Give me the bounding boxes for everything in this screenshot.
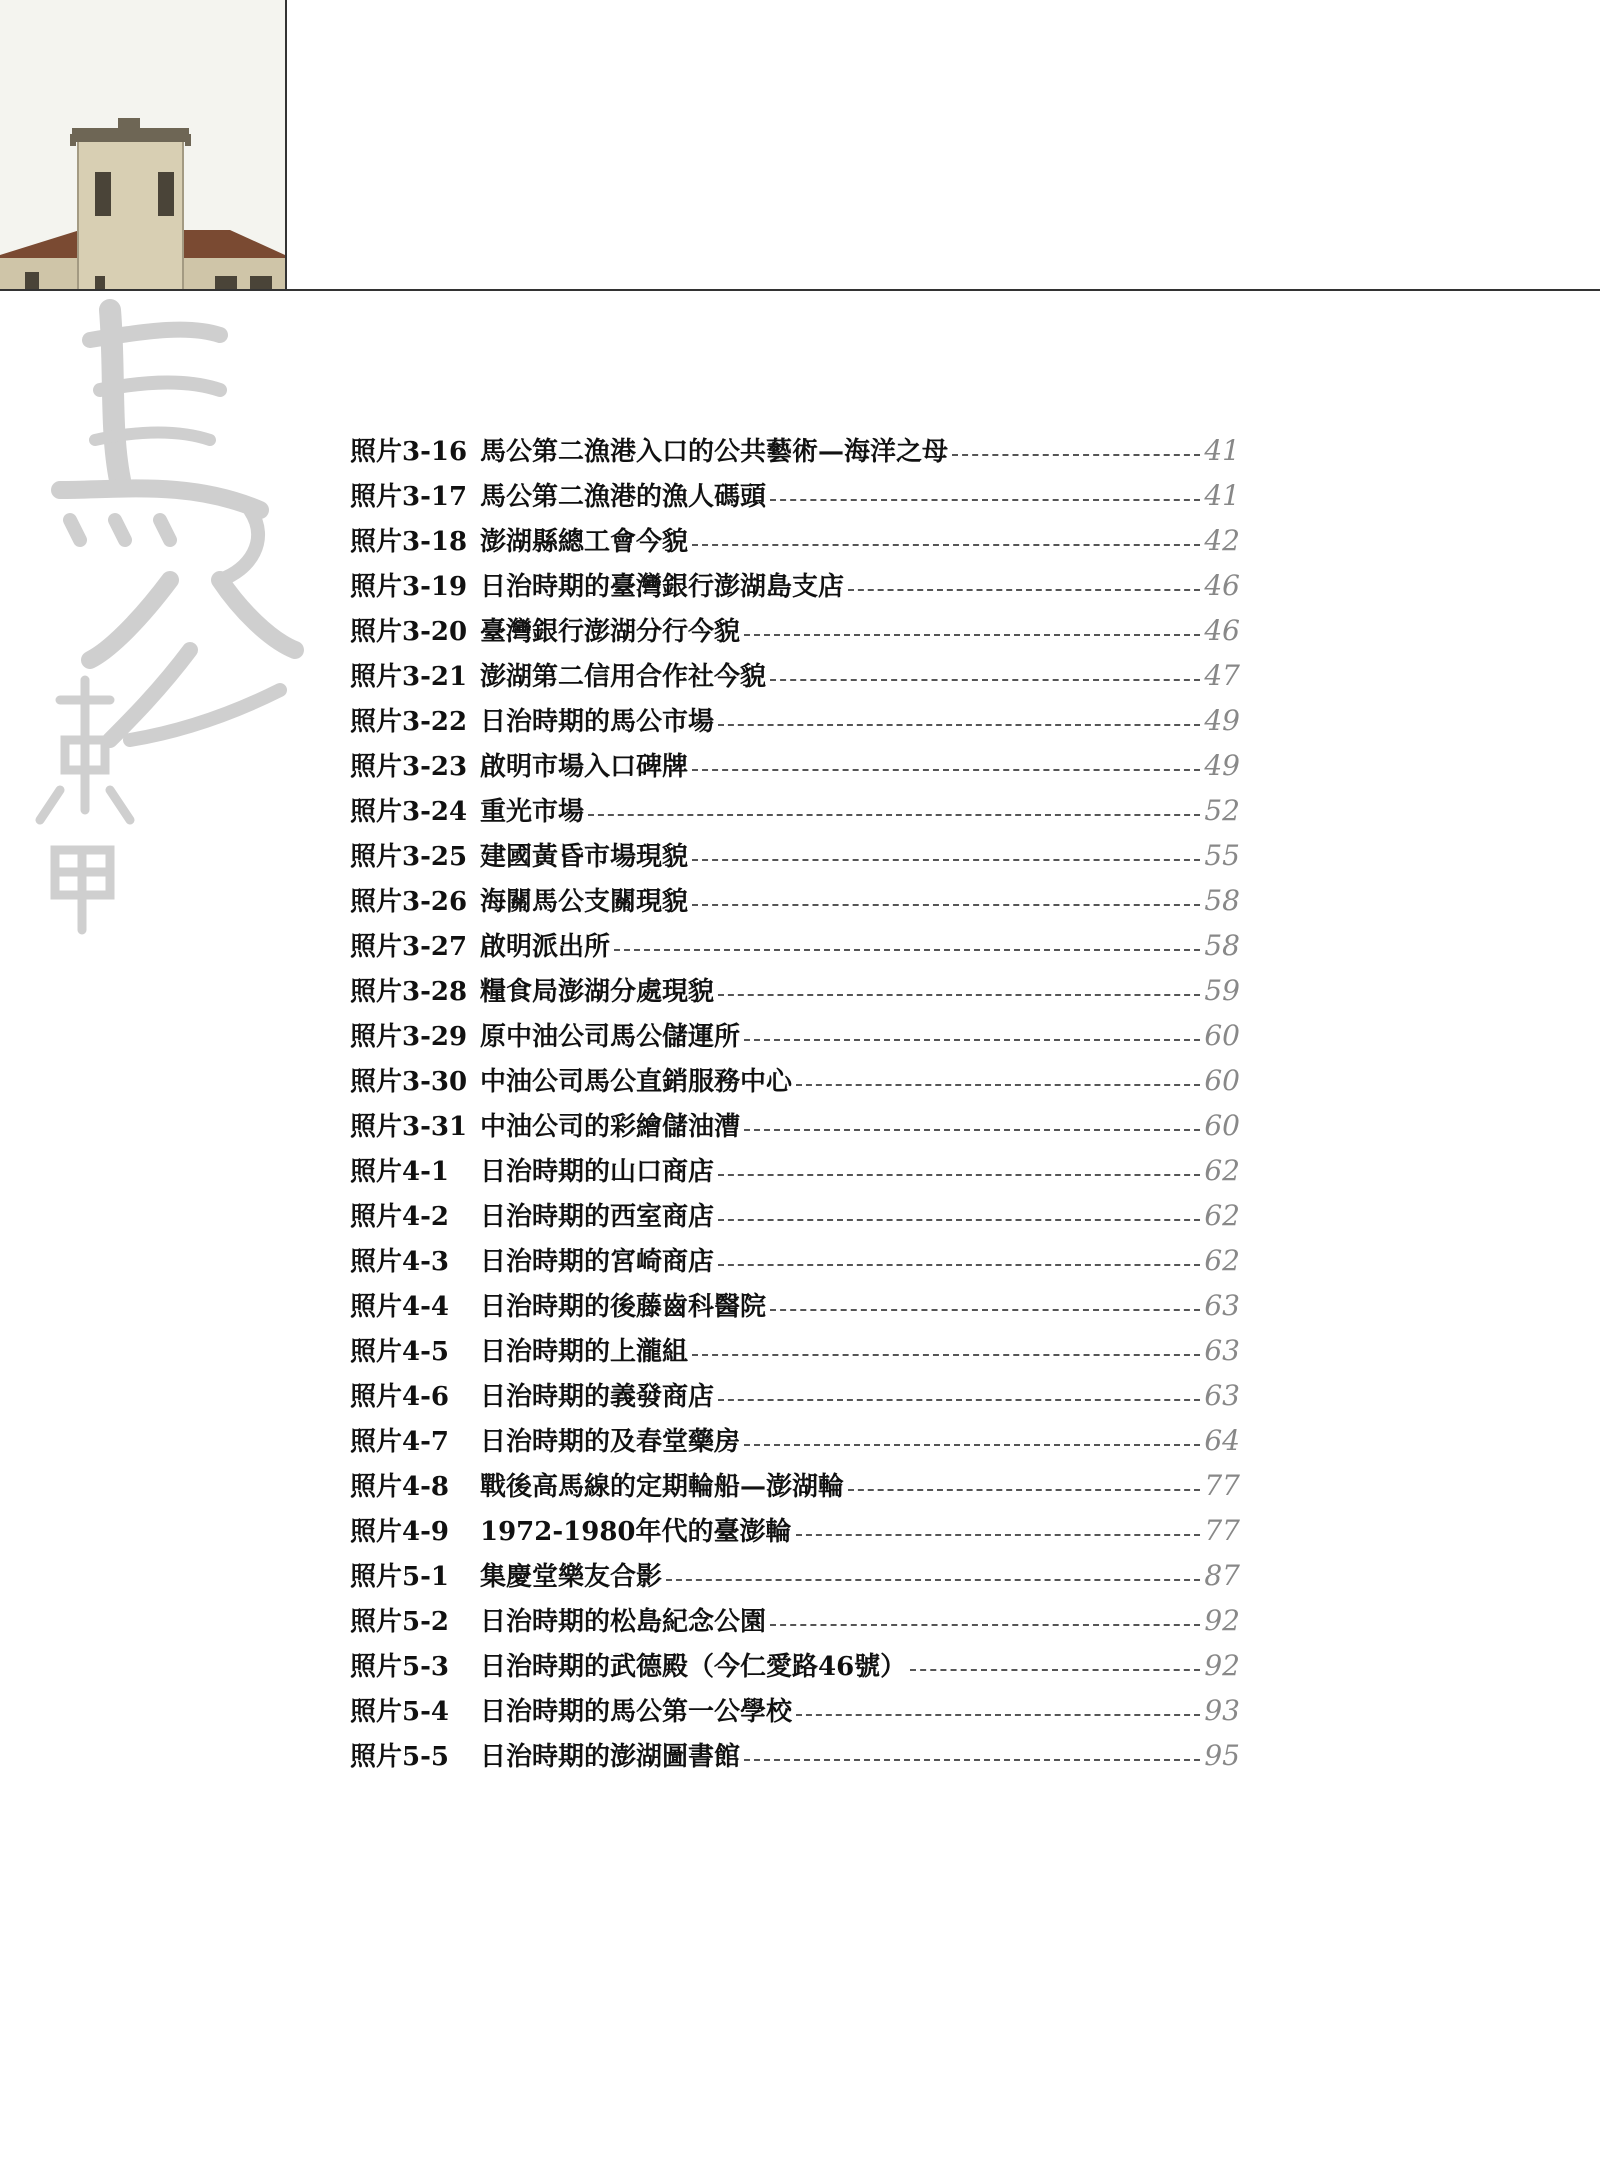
toc-entry[interactable]	[350, 1148, 1240, 1193]
toc-entry-page: 93	[1204, 1694, 1240, 1727]
toc-entry-number: 照片3-17	[350, 482, 468, 512]
toc-entry-page: 92	[1204, 1604, 1240, 1637]
toc-entry-page: 49	[1204, 749, 1240, 782]
toc-entry[interactable]	[350, 1688, 1240, 1733]
toc-dot-leader	[744, 1444, 1200, 1446]
toc-entry-title: 日治時期的山口商店	[480, 1157, 715, 1187]
toc-entry[interactable]	[350, 1238, 1240, 1283]
toc-entry-number: 照片3-29	[350, 1022, 468, 1052]
toc-entry-number: 照片3-27	[350, 932, 468, 962]
toc-entry-number: 照片5-5	[350, 1742, 449, 1772]
toc-dot-leader	[848, 1489, 1200, 1491]
toc-dot-leader	[770, 499, 1200, 501]
toc-dot-leader	[796, 1084, 1200, 1086]
toc-entry-title: 日治時期的臺灣銀行澎湖島支店	[480, 572, 845, 602]
toc-entry[interactable]	[350, 563, 1240, 608]
toc-entry-number: 照片3-26	[350, 887, 468, 917]
toc-entry-title: 日治時期的宮崎商店	[480, 1247, 715, 1277]
toc-entry[interactable]	[350, 1013, 1240, 1058]
photo-index-list	[350, 428, 1240, 1778]
toc-entry[interactable]	[350, 518, 1240, 563]
toc-entry[interactable]	[350, 833, 1240, 878]
toc-entry-number: 照片5-4	[350, 1697, 449, 1727]
toc-entry-title: 澎湖縣總工會今貌	[480, 527, 689, 557]
toc-dot-leader	[744, 1039, 1200, 1041]
toc-entry-page: 92	[1204, 1649, 1240, 1682]
toc-entry[interactable]	[350, 608, 1240, 653]
toc-entry-title: 日治時期的義發商店	[480, 1382, 715, 1412]
toc-entry[interactable]	[350, 878, 1240, 923]
toc-entry-number: 照片4-7	[350, 1427, 449, 1457]
toc-entry[interactable]	[350, 968, 1240, 1013]
toc-entry-page: 95	[1204, 1739, 1240, 1772]
toc-entry-page: 60	[1204, 1019, 1240, 1052]
toc-entry-number: 照片4-2	[350, 1202, 449, 1232]
toc-entry-title: 啟明派出所	[480, 932, 611, 962]
toc-entry[interactable]	[350, 653, 1240, 698]
toc-entry-number: 照片3-22	[350, 707, 468, 737]
toc-entry-page: 42	[1204, 524, 1240, 557]
toc-entry-number: 照片4-9	[350, 1517, 449, 1547]
toc-entry-number: 照片4-5	[350, 1337, 449, 1367]
toc-entry-title: 糧食局澎湖分處現貌	[480, 977, 715, 1007]
toc-entry-title: 原中油公司馬公儲運所	[480, 1022, 741, 1052]
toc-entry-title: 海關馬公支關現貌	[480, 887, 689, 917]
toc-entry-page: 63	[1204, 1289, 1240, 1322]
toc-entry-title: 日治時期的上瀧組	[480, 1337, 689, 1367]
toc-dot-leader	[770, 1624, 1200, 1626]
toc-dot-leader	[692, 544, 1200, 546]
toc-entry-title: 日治時期的後藤齒科醫院	[480, 1292, 767, 1322]
toc-entry-page: 41	[1204, 434, 1240, 467]
toc-dot-leader	[588, 814, 1200, 816]
toc-entry-title: 戰後高馬線的定期輪船—澎湖輪	[480, 1472, 845, 1502]
toc-entry-number: 照片3-21	[350, 662, 468, 692]
building-illustration	[0, 0, 285, 290]
toc-entry[interactable]	[350, 473, 1240, 518]
toc-entry[interactable]	[350, 1373, 1240, 1418]
toc-entry-number: 照片5-3	[350, 1652, 449, 1682]
toc-entry-page: 77	[1204, 1469, 1240, 1502]
toc-entry[interactable]	[350, 788, 1240, 833]
toc-entry-page: 62	[1204, 1154, 1240, 1187]
toc-entry-number: 照片3-18	[350, 527, 468, 557]
toc-entry-title: 日治時期的馬公市場	[480, 707, 715, 737]
toc-entry-title: 啟明市場入口碑牌	[480, 752, 689, 782]
toc-dot-leader	[692, 904, 1200, 906]
toc-entry-page: 60	[1204, 1109, 1240, 1142]
toc-entry-page: 46	[1204, 614, 1240, 647]
toc-dot-leader	[770, 679, 1200, 681]
toc-entry[interactable]	[350, 1643, 1240, 1688]
toc-entry-number: 照片3-31	[350, 1112, 468, 1142]
toc-entry-title: 日治時期的馬公第一公學校	[480, 1697, 793, 1727]
toc-entry-title: 中油公司馬公直銷服務中心	[480, 1067, 793, 1097]
toc-entry-number: 照片3-19	[350, 572, 468, 602]
toc-entry-title: 集慶堂樂友合影	[480, 1562, 663, 1592]
toc-entry-number: 照片4-4	[350, 1292, 449, 1322]
toc-entry-title: 日治時期的及春堂藥房	[480, 1427, 741, 1457]
toc-entry-page: 63	[1204, 1334, 1240, 1367]
toc-entry[interactable]	[350, 1418, 1240, 1463]
toc-entry-page: 87	[1204, 1559, 1240, 1592]
toc-dot-leader	[718, 1174, 1200, 1176]
toc-dot-leader	[614, 949, 1200, 951]
toc-entry-page: 49	[1204, 704, 1240, 737]
toc-entry-page: 47	[1204, 659, 1240, 692]
toc-entry-page: 55	[1204, 839, 1240, 872]
toc-dot-leader	[718, 1264, 1200, 1266]
toc-entry-title: 日治時期的松島紀念公園	[480, 1607, 767, 1637]
header-building-photo	[0, 0, 285, 290]
toc-entry-number: 照片4-6	[350, 1382, 449, 1412]
toc-entry[interactable]	[350, 1058, 1240, 1103]
toc-entry-number: 照片4-8	[350, 1472, 449, 1502]
toc-entry-number: 照片3-23	[350, 752, 468, 782]
toc-dot-leader	[848, 589, 1200, 591]
toc-dot-leader	[718, 994, 1200, 996]
toc-entry-page: 77	[1204, 1514, 1240, 1547]
toc-entry-title: 建國黃昏市場現貌	[480, 842, 689, 872]
toc-dot-leader	[952, 454, 1200, 456]
toc-entry-number: 照片3-28	[350, 977, 468, 1007]
toc-entry-number: 照片3-20	[350, 617, 468, 647]
toc-entry-page: 41	[1204, 479, 1240, 512]
toc-entry-page: 64	[1204, 1424, 1240, 1457]
toc-entry[interactable]	[350, 1553, 1240, 1598]
toc-dot-leader	[744, 634, 1200, 636]
toc-entry-title: 重光市場	[480, 797, 585, 827]
toc-entry[interactable]	[350, 698, 1240, 743]
toc-entry-page: 63	[1204, 1379, 1240, 1412]
toc-dot-leader	[910, 1669, 1200, 1671]
toc-entry-page: 62	[1204, 1244, 1240, 1277]
toc-entry-number: 照片4-3	[350, 1247, 449, 1277]
toc-entry-title: 馬公第二漁港的漁人碼頭	[480, 482, 767, 512]
toc-entry-page: 52	[1204, 794, 1240, 827]
toc-entry-number: 照片4-1	[350, 1157, 449, 1187]
toc-dot-leader	[796, 1714, 1200, 1716]
calligraphy-watermark	[20, 280, 310, 940]
toc-entry[interactable]	[350, 1733, 1240, 1778]
toc-dot-leader	[692, 1354, 1200, 1356]
toc-dot-leader	[744, 1759, 1200, 1761]
toc-dot-leader	[718, 724, 1200, 726]
toc-entry[interactable]	[350, 1463, 1240, 1508]
toc-entry-title: 臺灣銀行澎湖分行今貌	[480, 617, 741, 647]
toc-entry-number: 照片5-2	[350, 1607, 449, 1637]
toc-dot-leader	[692, 859, 1200, 861]
header-vertical-rule	[285, 0, 287, 290]
toc-entry[interactable]	[350, 1598, 1240, 1643]
toc-dot-leader	[692, 769, 1200, 771]
toc-entry-title: 馬公第二漁港入口的公共藝術—海洋之母	[480, 437, 949, 467]
toc-entry-number: 照片3-24	[350, 797, 468, 827]
toc-entry[interactable]	[350, 1508, 1240, 1553]
toc-dot-leader	[796, 1534, 1200, 1536]
toc-entry-page: 59	[1204, 974, 1240, 1007]
toc-entry-page: 58	[1204, 929, 1240, 962]
toc-dot-leader	[718, 1399, 1200, 1401]
toc-dot-leader	[770, 1309, 1200, 1311]
toc-entry[interactable]	[350, 743, 1240, 788]
toc-entry-page: 62	[1204, 1199, 1240, 1232]
toc-entry[interactable]	[350, 1283, 1240, 1328]
toc-entry-title: 日治時期的武德殿（今仁愛路46號）	[480, 1652, 907, 1682]
toc-dot-leader	[744, 1129, 1200, 1131]
toc-entry-number: 照片5-1	[350, 1562, 449, 1592]
toc-entry-number: 照片3-25	[350, 842, 468, 872]
toc-entry-title: 中油公司的彩繪儲油漕	[480, 1112, 741, 1142]
toc-entry-title: 1972-1980年代的臺澎輪	[480, 1517, 792, 1547]
toc-dot-leader	[666, 1579, 1200, 1581]
toc-entry-page: 58	[1204, 884, 1240, 917]
toc-entry-title: 日治時期的西室商店	[480, 1202, 715, 1232]
toc-dot-leader	[718, 1219, 1200, 1221]
toc-entry-page: 46	[1204, 569, 1240, 602]
toc-entry[interactable]	[350, 1103, 1240, 1148]
toc-entry[interactable]	[350, 1328, 1240, 1373]
toc-entry[interactable]	[350, 923, 1240, 968]
toc-entry-number: 照片3-16	[350, 437, 468, 467]
toc-entry[interactable]	[350, 1193, 1240, 1238]
toc-entry-title: 日治時期的澎湖圖書館	[480, 1742, 741, 1772]
toc-entry[interactable]	[350, 428, 1240, 473]
toc-entry-number: 照片3-30	[350, 1067, 468, 1097]
toc-entry-page: 60	[1204, 1064, 1240, 1097]
toc-entry-title: 澎湖第二信用合作社今貌	[480, 662, 767, 692]
